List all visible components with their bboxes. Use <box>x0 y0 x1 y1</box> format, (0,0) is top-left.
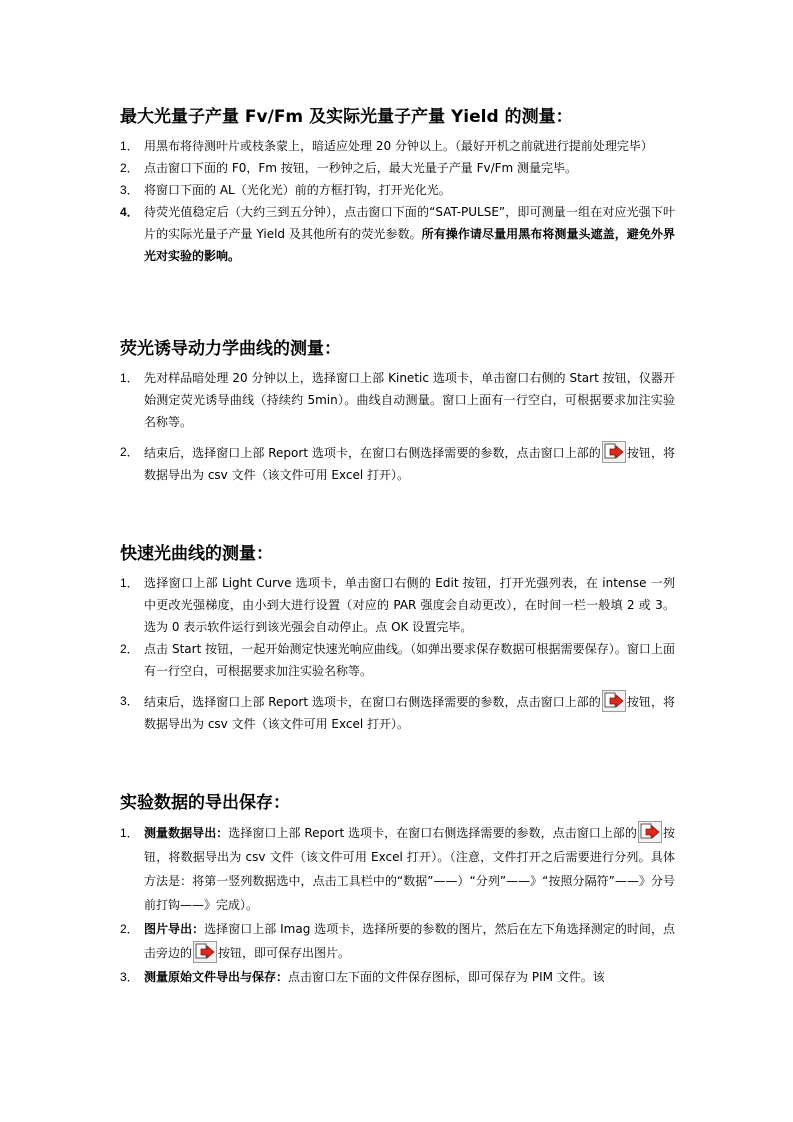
item-text: 待荧光值稳定后（大约三到五分钟），点击窗口下面的“SAT-PULSE”，即可测量一组在对应光强下叶片的实际光量子产量 Yield 及其他所有的荧光参数。 <box>144 205 675 241</box>
item-bold-label: 测量数据导出： <box>144 826 229 840</box>
section-title: 荧光诱导动力学曲线的测量： <box>120 339 341 359</box>
item-text: 先对样品暗处理 20 分钟以上，选择窗口上部 Kinetic 选项卡，单击窗口右侧的 Start 按钮，仪器开始测定荧光诱导曲线（持续约 5min）。曲线自动测量。窗口上面有一行空白，可根据要求加注实验名称等。 <box>144 371 675 429</box>
export-icon <box>602 441 626 463</box>
item-number: 1． <box>120 826 139 840</box>
item-number: 1． <box>120 139 139 153</box>
list-item <box>120 179 675 201</box>
item-bold-label: 测量原始文件导出与保存： <box>144 970 289 984</box>
list-item <box>120 367 675 433</box>
list-item <box>120 917 675 965</box>
item-bold-note: 所有操作请尽量用黑布将测量头遮盖，避免外界光对实验的影响。 <box>144 227 675 263</box>
item-number: 1． <box>120 371 139 385</box>
item-number: 4． <box>120 205 139 219</box>
item-text: 点击 Start 按钮，一起开始测定快速光响应曲线。（如弹出要求保存数据可根据需要保存）。窗口上面有一行空白，可根据要求加注实验名称等。 <box>144 642 675 678</box>
item-text: 选择窗口上部 Imag 选项卡，选择所要的参数的图片，然后在左下角选择测定的时间，点击旁边的 <box>144 922 675 960</box>
list-item <box>120 690 675 735</box>
list-item <box>120 572 675 638</box>
section-title: 快速光曲线的测量： <box>120 544 273 564</box>
export-icon <box>638 821 662 843</box>
item-number: 2． <box>120 161 139 175</box>
item-text: 结束后，选择窗口上部 Report 选项卡，在窗口右侧选择需要的参数，点击窗口上部的 <box>144 446 601 460</box>
section-title: 最大光量子产量 Fv/Fm 及实际光量子产量 Yield 的测量： <box>120 107 573 127</box>
section-data-export <box>120 791 675 989</box>
item-number: 2． <box>120 445 139 459</box>
list-item <box>120 135 675 157</box>
export-icon <box>602 690 626 712</box>
item-text: 选择窗口上部 Report 选项卡，在窗口右侧选择需要的参数，点击窗口上部的 <box>228 826 637 840</box>
list-item <box>120 441 675 486</box>
item-number: 2． <box>120 922 139 936</box>
list-item <box>120 157 675 179</box>
item-number: 2． <box>120 642 139 656</box>
item-number: 1． <box>120 576 139 590</box>
section-title: 实验数据的导出保存： <box>120 793 290 813</box>
item-text: 结束后，选择窗口上部 Report 选项卡，在窗口右侧选择需要的参数，点击窗口上部的 <box>144 695 601 709</box>
item-text: 用黑布将待测叶片或枝条蒙上，暗适应处理 20 分钟以上。（最好开机之前就进行提前处理完毕） <box>144 139 653 153</box>
list-item <box>120 201 675 267</box>
item-text: 按钮，将数据导出为 csv 文件（该文件可用 Excel 打开）。（注意，文件打开之后需要进行分列。具体方法是：将第一竖列数据选中，点击工具栏中的“数据”——）“分列”——》“按照分隔符”——》分号前打钩——》完成）。 <box>144 826 675 912</box>
item-text: 按钮，即可保存出图片。 <box>218 946 351 960</box>
item-number: 3． <box>120 970 139 984</box>
section-fvfm <box>120 105 675 267</box>
item-text: 选择窗口上部 Light Curve 选项卡，单击窗口右侧的 Edit 按钮，打开光强列表，在 intense 一列中更改光强梯度，由小到大进行设置（对应的 PAR 强度会自动更改），在时间一栏一般填 2 或 3。选为 0 表示软件运行到该光强会自动停止。点 OK 设置完毕。 <box>144 576 675 634</box>
item-text: 按钮，将数据导出为 csv 文件（该文件可用 Excel 打开）。 <box>144 695 675 731</box>
section-light-curve <box>120 542 675 735</box>
item-text: 将窗口下面的 AL（光化光）前的方框打钩，打开光化光。 <box>144 183 451 197</box>
item-number: 3． <box>120 183 139 197</box>
item-number: 3． <box>120 694 139 708</box>
section-kinetic <box>120 337 675 486</box>
item-text: 按钮，将数据导出为 csv 文件（该文件可用 Excel 打开）。 <box>144 446 675 482</box>
item-text: 点击窗口左下面的文件保存图标，即可保存为 PIM 文件。该 <box>288 970 605 984</box>
item-text: 点击窗口下面的 F0，Fm 按钮，一秒钟之后，最大光量子产量 Fv/Fm 测量完毕。 <box>144 161 578 175</box>
export-icon <box>193 941 217 963</box>
list-item <box>120 638 675 682</box>
list-item <box>120 821 675 917</box>
list-item <box>120 965 675 989</box>
item-bold-label: 图片导出： <box>144 922 205 936</box>
